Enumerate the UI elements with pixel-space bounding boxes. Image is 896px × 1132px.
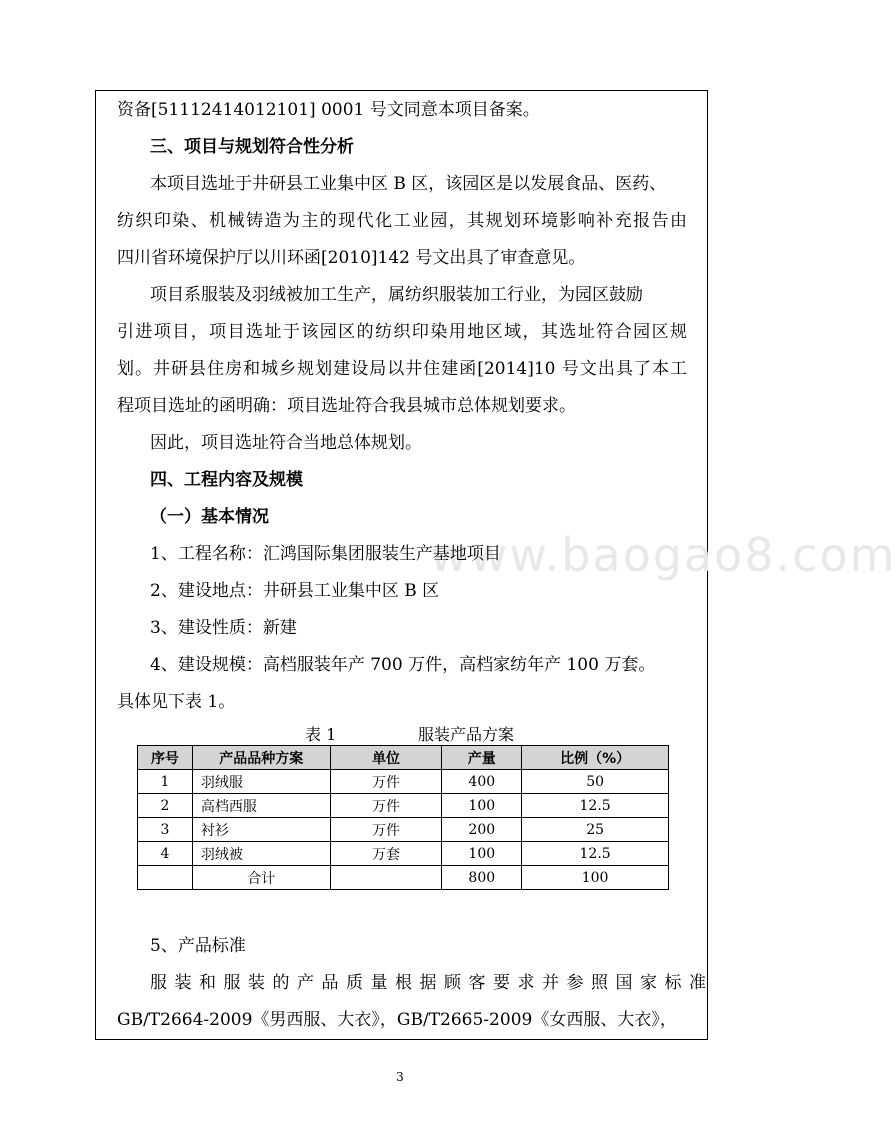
paragraph-line: 服装和服装的产品质量根据顾客要求并参照国家标准	[150, 973, 714, 993]
list-item: 1、工程名称：汇鸿国际集团服装生产基地项目	[150, 544, 501, 564]
table-cell: 4	[138, 842, 193, 866]
paragraph-line: 程项目选址的函明确：项目选址符合我县城市总体规划要求。	[117, 396, 576, 416]
table-cell: 衬衫	[192, 818, 330, 842]
table-cell: 万件	[330, 818, 442, 842]
table-header-row	[138, 746, 669, 770]
table-caption-number: 表 1	[305, 725, 337, 744]
table-cell: 高档西服	[192, 794, 330, 818]
table-cell: 200	[442, 818, 522, 842]
table-cell: 12.5	[522, 794, 669, 818]
table-cell: 100	[522, 866, 669, 890]
table-row	[138, 770, 669, 794]
watermark: www.baogao8.com	[430, 528, 896, 582]
table-cell: 800	[442, 866, 522, 890]
table-row	[138, 818, 669, 842]
table-total-row	[138, 866, 669, 890]
table-cell	[138, 866, 193, 890]
table-cell: 100	[442, 842, 522, 866]
paragraph-line: 划。井研县住房和城乡规划建设局以井住建函[2014]10 号文出具了本工	[117, 359, 687, 379]
table-cell: 2	[138, 794, 193, 818]
paragraph-line: 本项目选址于井研县工业集中区 B 区，该园区是以发展食品、医药、	[150, 174, 667, 194]
paragraph-line: 纺织印染、机械铸造为主的现代化工业园，其规划环境影响补充报告由	[117, 211, 687, 231]
list-item: 3、建设性质：新建	[150, 618, 297, 638]
table-row	[138, 794, 669, 818]
header-unit: 单位	[330, 746, 442, 770]
table-cell: 羽绒被	[192, 842, 330, 866]
table-cell: 合计	[192, 866, 330, 890]
list-item: 2、建设地点：井研县工业集中区 B 区	[150, 581, 440, 601]
table-cell: 万件	[330, 794, 442, 818]
table-row	[138, 842, 669, 866]
table-cell: 羽绒服	[192, 770, 330, 794]
subsection-heading: （一）基本情况	[150, 507, 269, 527]
paragraph-line: 项目系服装及羽绒被加工生产，属纺织服装加工行业，为园区鼓励	[150, 285, 643, 305]
table-cell: 3	[138, 818, 193, 842]
header-output: 产量	[442, 746, 522, 770]
list-item: 5、产品标准	[150, 936, 246, 956]
table-cell: 50	[522, 770, 669, 794]
list-item: 4、建设规模：高档服装年产 700 万件，高档家纺年产 100 万套。	[150, 655, 656, 675]
paragraph-line: 具体见下表 1。	[117, 692, 236, 712]
table-cell: 1	[138, 770, 193, 794]
table-cell: 400	[442, 770, 522, 794]
paragraph-line: 资备[51112414012101] 0001 号文同意本项目备案。	[117, 100, 540, 120]
paragraph-line: 因此，项目选址符合当地总体规划。	[150, 433, 422, 453]
product-table	[137, 745, 669, 890]
header-product: 产品品种方案	[192, 746, 330, 770]
section-heading-4: 四、工程内容及规模	[150, 470, 303, 490]
table-cell: 25	[522, 818, 669, 842]
table-cell: 12.5	[522, 842, 669, 866]
paragraph-line: 引进项目，项目选址于该园区的纺织印染用地区域，其选址符合园区规	[117, 322, 687, 342]
table-cell: 100	[442, 794, 522, 818]
page-number: 3	[396, 1070, 404, 1084]
section-heading-3: 三、项目与规划符合性分析	[150, 137, 354, 157]
table-cell: 万套	[330, 842, 442, 866]
table-cell	[330, 866, 442, 890]
paragraph-line: GB/T2664-2009《男西服、大衣》，GB/T2665-2009《女西服、大衣》，	[117, 1010, 677, 1030]
header-ratio: 比例（%）	[522, 746, 669, 770]
paragraph-line: 四川省环境保护厅以川环函[2010]142 号文出具了审查意见。	[117, 248, 586, 268]
table-caption-title: 服装产品方案	[418, 725, 515, 744]
header-index: 序号	[138, 746, 193, 770]
table-cell: 万件	[330, 770, 442, 794]
